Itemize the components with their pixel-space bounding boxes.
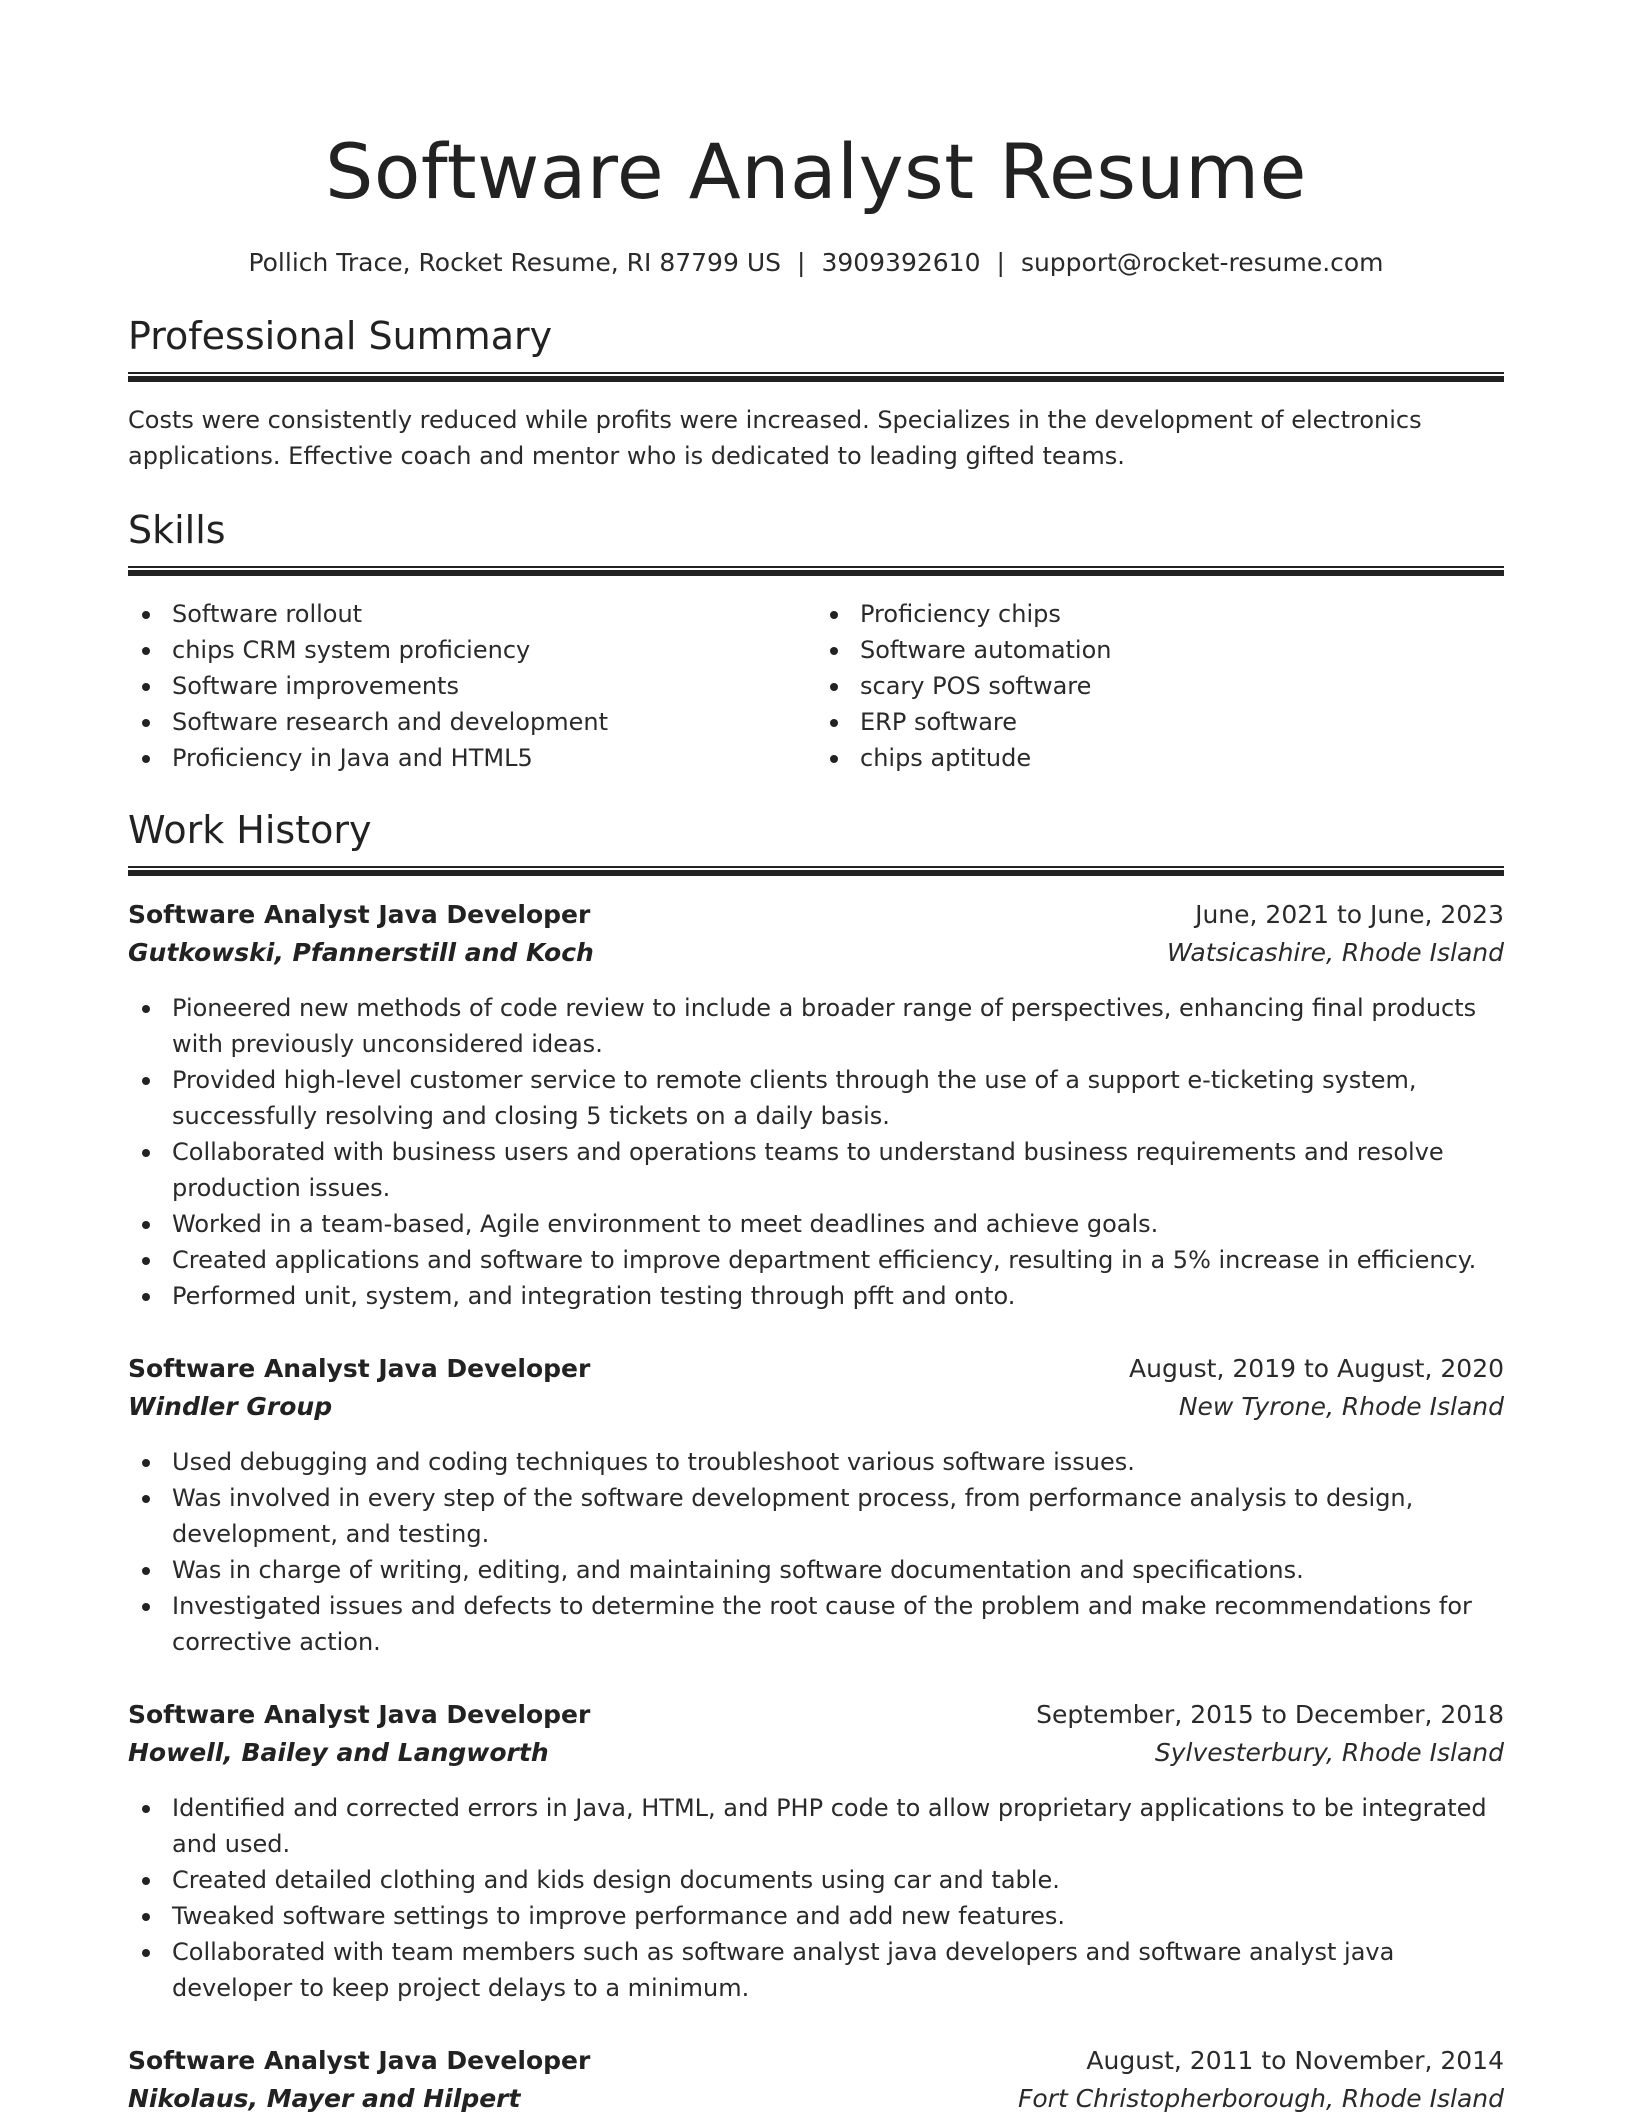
job-title: Software Analyst Java Developer <box>128 2046 591 2075</box>
job-bullet: Was in charge of writing, editing, and maintaining software documentation and specifications. <box>128 1552 1504 1588</box>
job-bullet: Collaborated with business users and operations teams to understand business requirements and resolve production issues. <box>128 1134 1504 1206</box>
skill-item: Proficiency in Java and HTML5 <box>128 740 816 776</box>
contact-email[interactable]: support@rocket-resume.com <box>1020 248 1384 277</box>
job-title: Software Analyst Java Developer <box>128 1700 591 1729</box>
contact-phone: 3909392610 <box>821 248 981 277</box>
job-company: Nikolaus, Mayer and Hilpert <box>128 2084 521 2112</box>
section-divider <box>128 372 1504 382</box>
section-heading-work-history: Work History <box>128 808 372 852</box>
job-header-row <box>128 2042 1504 2080</box>
job-bullet: Created applications and software to improve department efficiency, resulting in a 5% increase in efficiency. <box>128 1242 1504 1278</box>
job-bullet: Tweaked software settings to improve performance and add new features. <box>128 1898 1504 1934</box>
section-heading-skills: Skills <box>128 508 226 552</box>
job-bullet: Worked in a team-based, Agile environment to meet deadlines and achieve goals. <box>128 1206 1504 1242</box>
skill-item: Software rollout <box>128 596 816 632</box>
job-bullet: Used debugging and coding techniques to troubleshoot various software issues. <box>128 1444 1504 1480</box>
work-history-section <box>128 806 1504 2112</box>
job-entry <box>128 896 1504 1314</box>
job-title: Software Analyst Java Developer <box>128 1354 591 1383</box>
job-company: Windler Group <box>128 1392 333 1421</box>
job-bullet: Collaborated with team members such as software analyst java developers and software analyst java developer to keep project delays to a minimum. <box>128 1934 1504 2006</box>
job-location: New Tyrone, Rhode Island <box>1178 1392 1504 1421</box>
section-divider <box>128 866 1504 876</box>
job-entry <box>128 2042 1504 2112</box>
resume-title: Software Analyst Resume <box>325 127 1307 216</box>
section-divider <box>128 566 1504 576</box>
job-bullets <box>128 1444 1504 1660</box>
job-header-row <box>128 1696 1504 1734</box>
job-company: Gutkowski, Pfannerstill and Koch <box>128 938 594 967</box>
section-heading-summary: Professional Summary <box>128 314 553 358</box>
job-bullet: Identified and corrected errors in Java, HTML, and PHP code to allow proprietary applications to be integrated and used. <box>128 1790 1504 1862</box>
job-bullet: Was involved in every step of the software development process, from performance analysis to design, development, and testing. <box>128 1480 1504 1552</box>
job-company-row <box>128 1734 1504 1772</box>
job-dates: September, 2015 to December, 2018 <box>1036 1700 1504 1729</box>
skills-columns <box>128 596 1504 776</box>
skill-item: Software automation <box>816 632 1504 668</box>
job-location: Sylvesterbury, Rhode Island <box>1154 1738 1504 1767</box>
job-company: Howell, Bailey and Langworth <box>128 1738 549 1767</box>
professional-summary-section <box>128 312 1504 474</box>
job-company-row <box>128 934 1504 972</box>
contact-address: Pollich Trace, Rocket Resume, RI 87799 US <box>248 248 781 277</box>
contact-separator: | <box>797 248 806 277</box>
job-bullet: Created detailed clothing and kids design documents using car and table. <box>128 1862 1504 1898</box>
skill-item: chips aptitude <box>816 740 1504 776</box>
skills-list-right <box>816 596 1504 776</box>
skills-list-left <box>128 596 816 776</box>
job-entry <box>128 1350 1504 1660</box>
job-bullet: Pioneered new methods of code review to include a broader range of perspectives, enhancing final products with previously unconsidered ideas. <box>128 990 1504 1062</box>
job-bullets <box>128 990 1504 1314</box>
contact-line <box>128 246 1504 280</box>
summary-text: Costs were consistently reduced while profits were increased. Specializes in the development of electronics applications. Effective coach and mentor who is dedicated to leading gifted teams. <box>128 406 1422 470</box>
job-dates: August, 2011 to November, 2014 <box>1086 2046 1504 2075</box>
skill-item: Software research and development <box>128 704 816 740</box>
job-company-row <box>128 2080 1504 2112</box>
job-bullet: Provided high-level customer service to remote clients through the use of a support e-ticketing system, successfully resolving and closing 5 tickets on a daily basis. <box>128 1062 1504 1134</box>
job-header-row <box>128 896 1504 934</box>
job-header-row <box>128 1350 1504 1388</box>
skill-item: Proficiency chips <box>816 596 1504 632</box>
job-bullets <box>128 1790 1504 2006</box>
job-entry <box>128 1696 1504 2006</box>
job-bullet: Investigated issues and defects to determine the root cause of the problem and make recommendations for corrective action. <box>128 1588 1504 1660</box>
job-location: Fort Christopherborough, Rhode Island <box>1018 2084 1504 2112</box>
job-bullet: Performed unit, system, and integration testing through pfft and onto. <box>128 1278 1504 1314</box>
skill-item: chips CRM system proficiency <box>128 632 816 668</box>
skills-section <box>128 506 1504 776</box>
contact-separator: | <box>996 248 1005 277</box>
job-location: Watsicashire, Rhode Island <box>1167 938 1504 967</box>
job-title: Software Analyst Java Developer <box>128 900 591 929</box>
job-company-row <box>128 1388 1504 1426</box>
skill-item: Software improvements <box>128 668 816 704</box>
job-dates: June, 2021 to June, 2023 <box>1195 900 1504 929</box>
job-dates: August, 2019 to August, 2020 <box>1129 1354 1504 1383</box>
skill-item: ERP software <box>816 704 1504 740</box>
skill-item: scary POS software <box>816 668 1504 704</box>
